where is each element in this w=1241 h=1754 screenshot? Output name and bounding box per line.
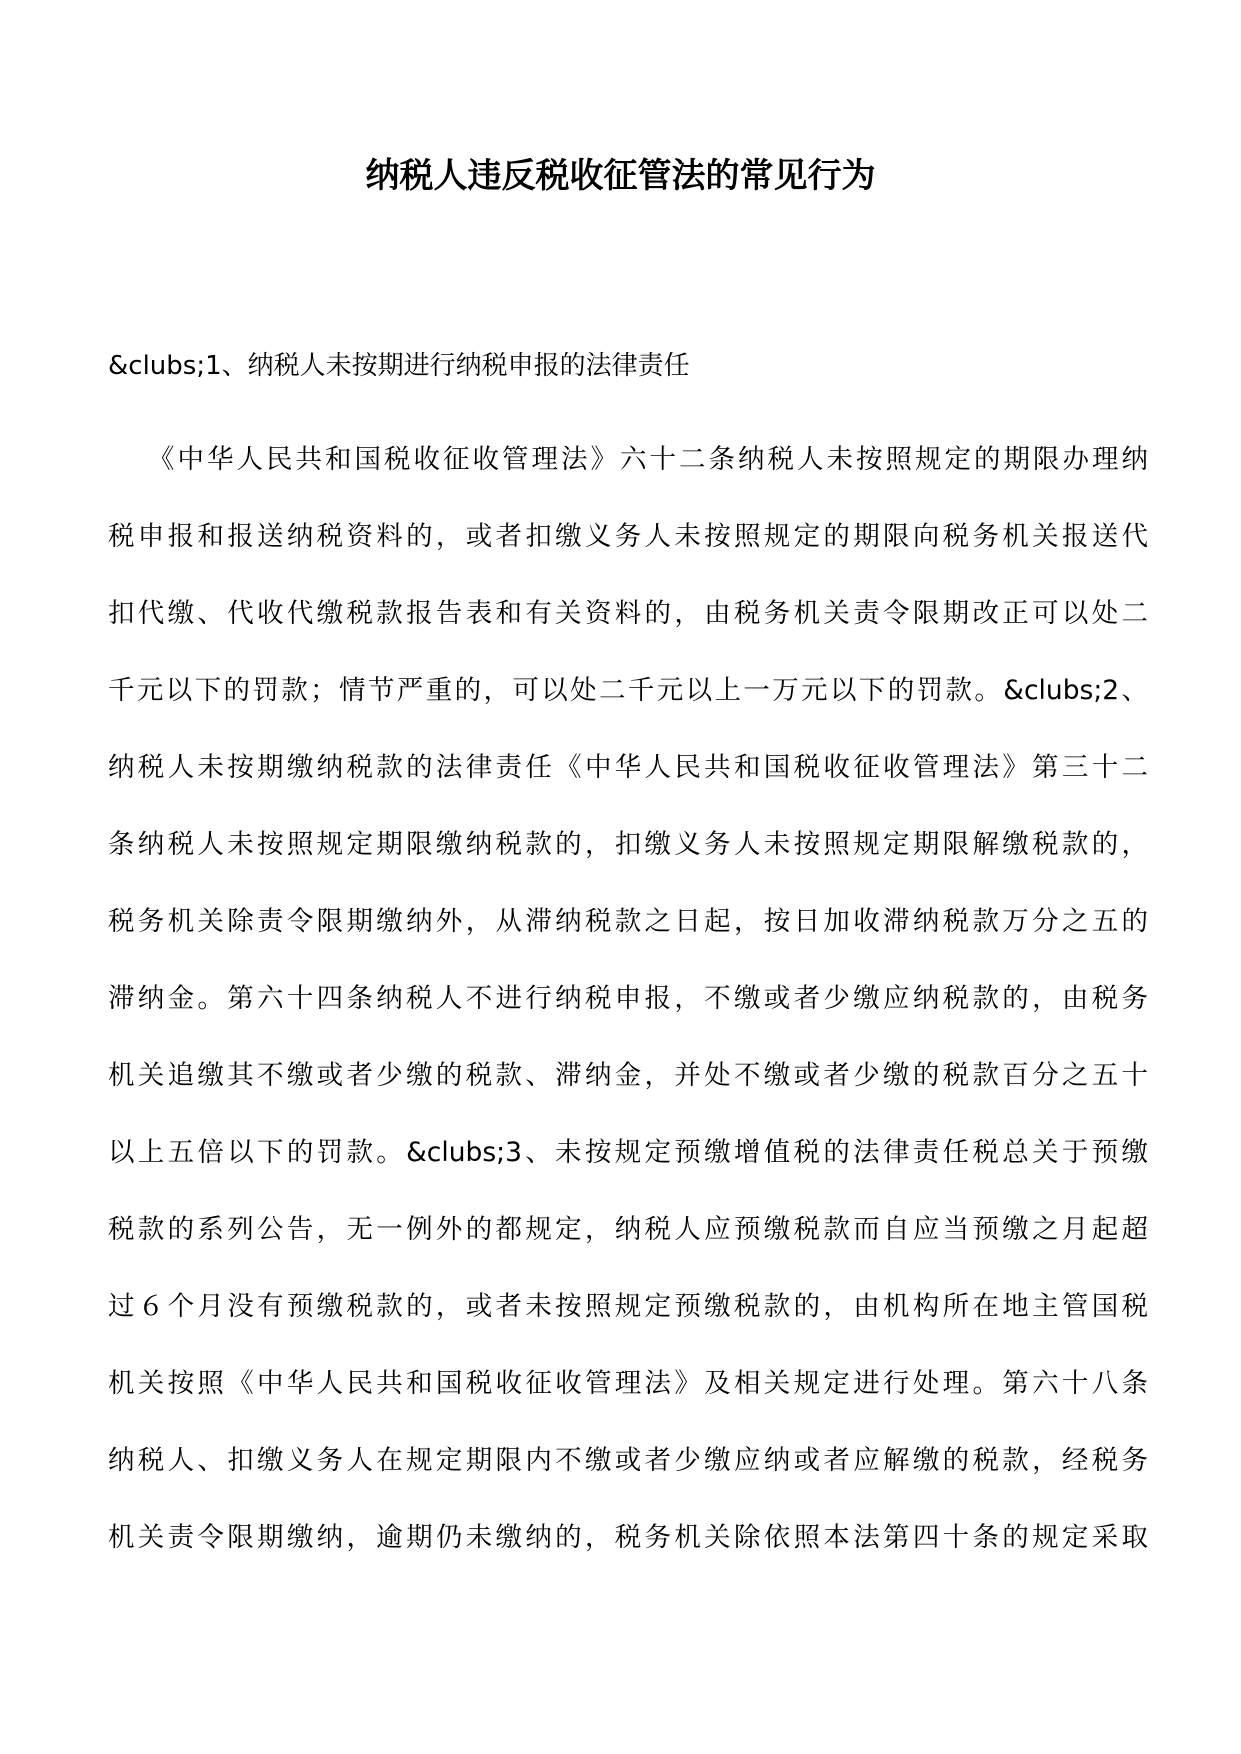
text-line: 税款的系列公告，无一例外的都规定，纳税人应预缴税款而自应当预缴之月起超 [108, 1214, 1148, 1245]
document-title: 纳税人违反税收征管法的常见行为 [365, 156, 876, 196]
text-line: 滞纳金。第六十四条纳税人不进行纳税申报，不缴或者少缴应纳税款的，由税务 [108, 983, 1148, 1014]
text-line: 纳税人未按期缴纳税款的法律责任《中华人民共和国税收征收管理法》第三十二 [108, 752, 1148, 783]
text-line: 税务机关除责令限期缴纳外，从滞纳税款之日起，按日加收滞纳税款万分之五的 [108, 906, 1148, 937]
text-line: 机关按照《中华人民共和国税收征收管理法》及相关规定进行处理。第六十八条 [108, 1368, 1148, 1399]
text-line: 千元以下的罚款；情节严重的，可以处二千元以上一万元以下的罚款。&clubs;2、 [108, 675, 1148, 706]
body-paragraph [108, 421, 1148, 1576]
text-line: 机关追缴其不缴或者少缴的税款、滞纳金，并处不缴或者少缴的税款百分之五十 [108, 1060, 1148, 1091]
section-heading: &clubs;1、纳税人未按期进行纳税申报的法律责任 [108, 351, 690, 381]
text-line: 机关责令限期缴纳，逾期仍未缴纳的，税务机关除依照本法第四十条的规定采取 [108, 1522, 1148, 1553]
text-line: 税申报和报送纳税资料的，或者扣缴义务人未按照规定的期限向税务机关报送代 [108, 521, 1148, 552]
text-line: 以上五倍以下的罚款。&clubs;3、未按规定预缴增值税的法律责任税总关于预缴 [108, 1137, 1148, 1168]
text-line: 扣代缴、代收代缴税款报告表和有关资料的，由税务机关责令限期改正可以处二 [108, 598, 1148, 629]
text-line: 纳税人、扣缴义务人在规定期限内不缴或者少缴应纳或者应解缴的税款，经税务 [108, 1445, 1148, 1476]
text-line: 过６个月没有预缴税款的，或者未按照规定预缴税款的，由机构所在地主管国税 [108, 1291, 1148, 1322]
text-line: 条纳税人未按照规定期限缴纳税款的，扣缴义务人未按照规定期限解缴税款的， [108, 829, 1148, 860]
text-line: 《中华人民共和国税收征收管理法》六十二条纳税人未按照规定的期限办理纳 [148, 444, 1148, 475]
